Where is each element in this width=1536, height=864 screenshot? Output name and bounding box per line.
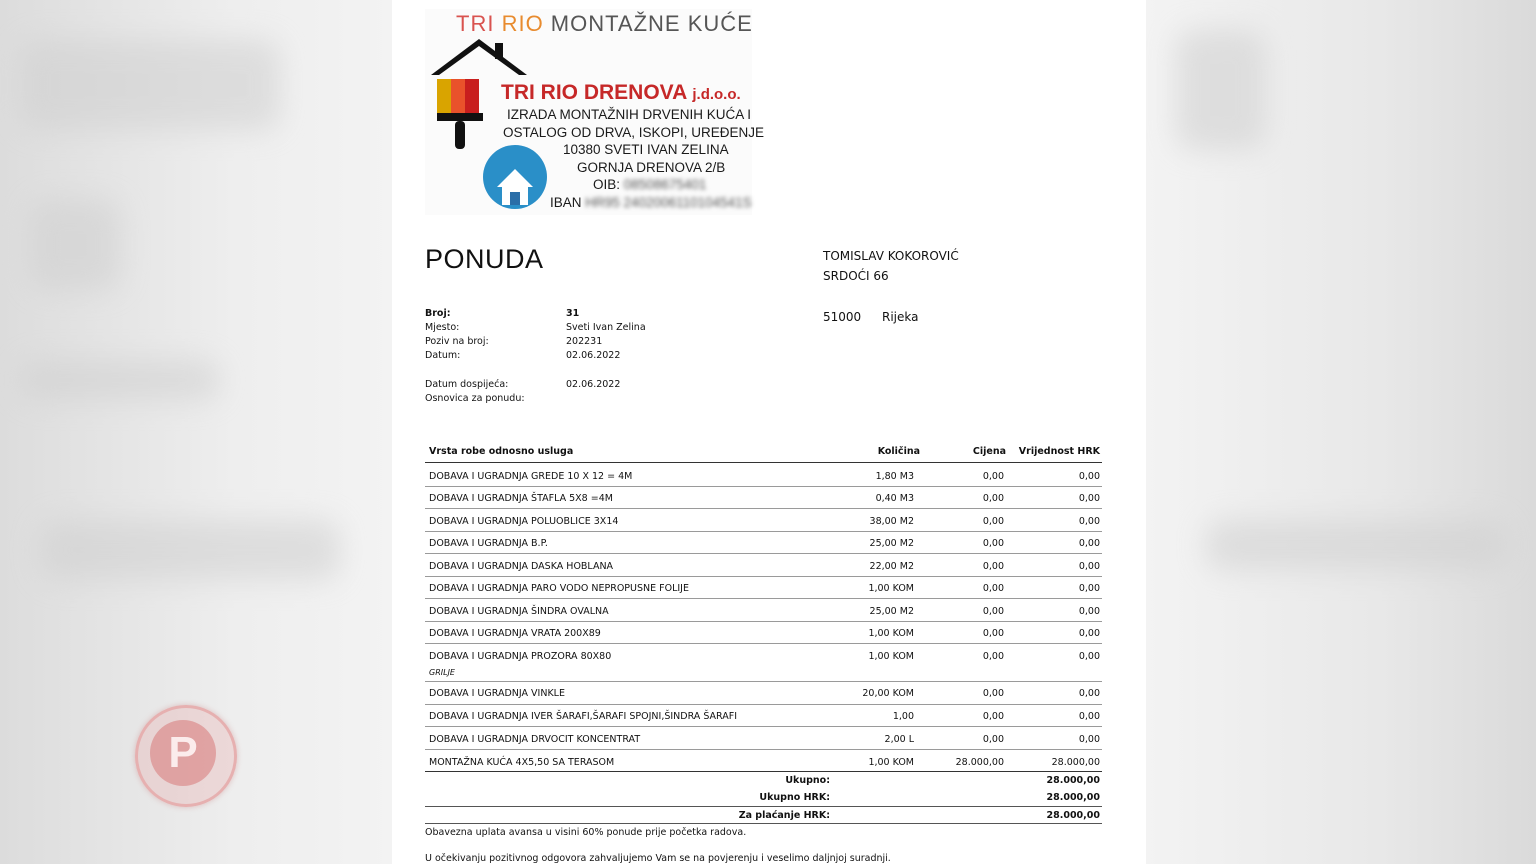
row-note: GRILJE bbox=[429, 668, 455, 677]
total-hrk-value: 28.000,00 bbox=[1046, 792, 1100, 803]
meta-label-basis: Osnovica za ponudu: bbox=[425, 393, 525, 404]
meta-value-place: Sveti Ivan Zelina bbox=[566, 322, 646, 333]
header-value: Vrijednost HRK bbox=[1018, 446, 1100, 457]
recipient-street: SRDOĆI 66 bbox=[823, 269, 889, 283]
logo-line-4: GORNJA DRENOVA 2/B bbox=[577, 160, 726, 175]
items-table-header bbox=[425, 446, 1102, 463]
total-hrk-label: Ukupno HRK: bbox=[759, 792, 830, 803]
table-row: DOBAVA I UGRADNJA GREDE 10 X 12 = 4M 1,80 M3 0,00 0,00 bbox=[425, 466, 1102, 487]
meta-label-place: Mjesto: bbox=[425, 322, 460, 333]
quote-document bbox=[392, 0, 1146, 864]
table-row: DOBAVA I UGRADNJA PARO VODO NEPROPUSNE FOLIJE 1,00 KOM 0,00 0,00 bbox=[425, 578, 1102, 599]
amount-due-label: Za plaćanje HRK: bbox=[738, 810, 830, 821]
totals-divider bbox=[425, 806, 1102, 807]
table-row: DOBAVA I UGRADNJA VRATA 200X89 1,00 KOM 0,00 0,00 bbox=[425, 623, 1102, 644]
blurred-background-right bbox=[1146, 0, 1536, 864]
table-row: DOBAVA I UGRADNJA ŠTAFLA 5X8 =4M 0,40 M3 0,00 0,00 bbox=[425, 488, 1102, 509]
amount-due-value: 28.000,00 bbox=[1046, 810, 1100, 821]
meta-label-due-date: Datum dospijeća: bbox=[425, 379, 509, 390]
header-quantity: Količina bbox=[877, 446, 920, 457]
watermark-letter: P bbox=[150, 720, 216, 786]
company-logo bbox=[425, 9, 765, 215]
recipient-name: TOMISLAV KOKOROVIĆ bbox=[823, 249, 959, 263]
closing-note: U očekivanju pozitivnog odgovora zahvaljujemo Vam se na povjerenju i veselimo daljnjoj suradnji. bbox=[425, 853, 891, 864]
document-title: PONUDA bbox=[425, 244, 544, 274]
recipient-postal: 51000 bbox=[823, 310, 862, 324]
header-description: Vrsta robe odnosno usluga bbox=[429, 446, 574, 457]
total-label: Ukupno: bbox=[785, 775, 830, 786]
table-row: DOBAVA I UGRADNJA IVER ŠARAFI,ŠARAFI SPOJNI,ŠINDRA ŠARAFI 1,00 0,00 0,00 bbox=[425, 706, 1102, 727]
meta-value-due-date: 02.06.2022 bbox=[566, 379, 621, 390]
meta-label-reference: Poziv na broj: bbox=[425, 336, 489, 347]
logo-title: TRI RIO MONTAŽNE KUĆE bbox=[456, 11, 753, 36]
table-row: DOBAVA I UGRADNJA ŠINDRA OVALNA 25,00 M2 0,00 0,00 bbox=[425, 601, 1102, 622]
meta-value-reference: 202231 bbox=[566, 336, 603, 347]
channel-watermark-logo bbox=[135, 705, 237, 807]
table-row: DOBAVA I UGRADNJA POLUOBLICE 3X14 38,00 M2 0,00 0,00 bbox=[425, 511, 1102, 532]
table-row: DOBAVA I UGRADNJA B.P. 25,00 M2 0,00 0,00 bbox=[425, 533, 1102, 554]
advance-payment-note: Obavezna uplata avansa u visini 60% ponude prije početka radova. bbox=[425, 827, 747, 838]
logo-line-2: OSTALOG OD DRVA, ISKOPI, UREĐENJE bbox=[503, 125, 765, 140]
logo-line-3: 10380 SVETI IVAN ZELINA bbox=[563, 142, 729, 157]
totals-bottom-line bbox=[425, 823, 1102, 824]
table-row: MONTAŽNA KUĆA 4X5,50 SA TERASOM 1,00 KOM 28.000,00 28.000,00 bbox=[425, 751, 1102, 772]
table-row: DOBAVA I UGRADNJA VINKLE 20,00 KOM 0,00 0,00 bbox=[425, 684, 1102, 705]
recipient-city: Rijeka bbox=[882, 310, 919, 324]
total-value: 28.000,00 bbox=[1046, 775, 1100, 786]
meta-value-number: 31 bbox=[566, 308, 580, 319]
table-row: DOBAVA I UGRADNJA PROZORA 80X80 1,00 KOM 0,00 0,00 GRILJE bbox=[425, 646, 1102, 682]
table-row: DOBAVA I UGRADNJA DRVOCIT KONCENTRAT 2,00 L 0,00 0,00 bbox=[425, 729, 1102, 750]
meta-value-date: 02.06.2022 bbox=[566, 350, 621, 361]
company-name: TRI RIO DRENOVA j.d.o.o. bbox=[501, 81, 741, 104]
table-row: DOBAVA I UGRADNJA DASKA HOBLANA 22,00 M2 0,00 0,00 bbox=[425, 556, 1102, 577]
logo-iban: IBAN HR95 2402006110104541S bbox=[550, 195, 752, 210]
header-price: Cijena bbox=[972, 446, 1006, 457]
meta-label-number: Broj: bbox=[425, 308, 451, 319]
logo-oib: OIB: 08508675401 bbox=[593, 177, 707, 192]
logo-line-1: IZRADA MONTAŽNIH DRVENIH KUĆA I bbox=[507, 107, 752, 122]
meta-label-date: Datum: bbox=[425, 350, 461, 361]
